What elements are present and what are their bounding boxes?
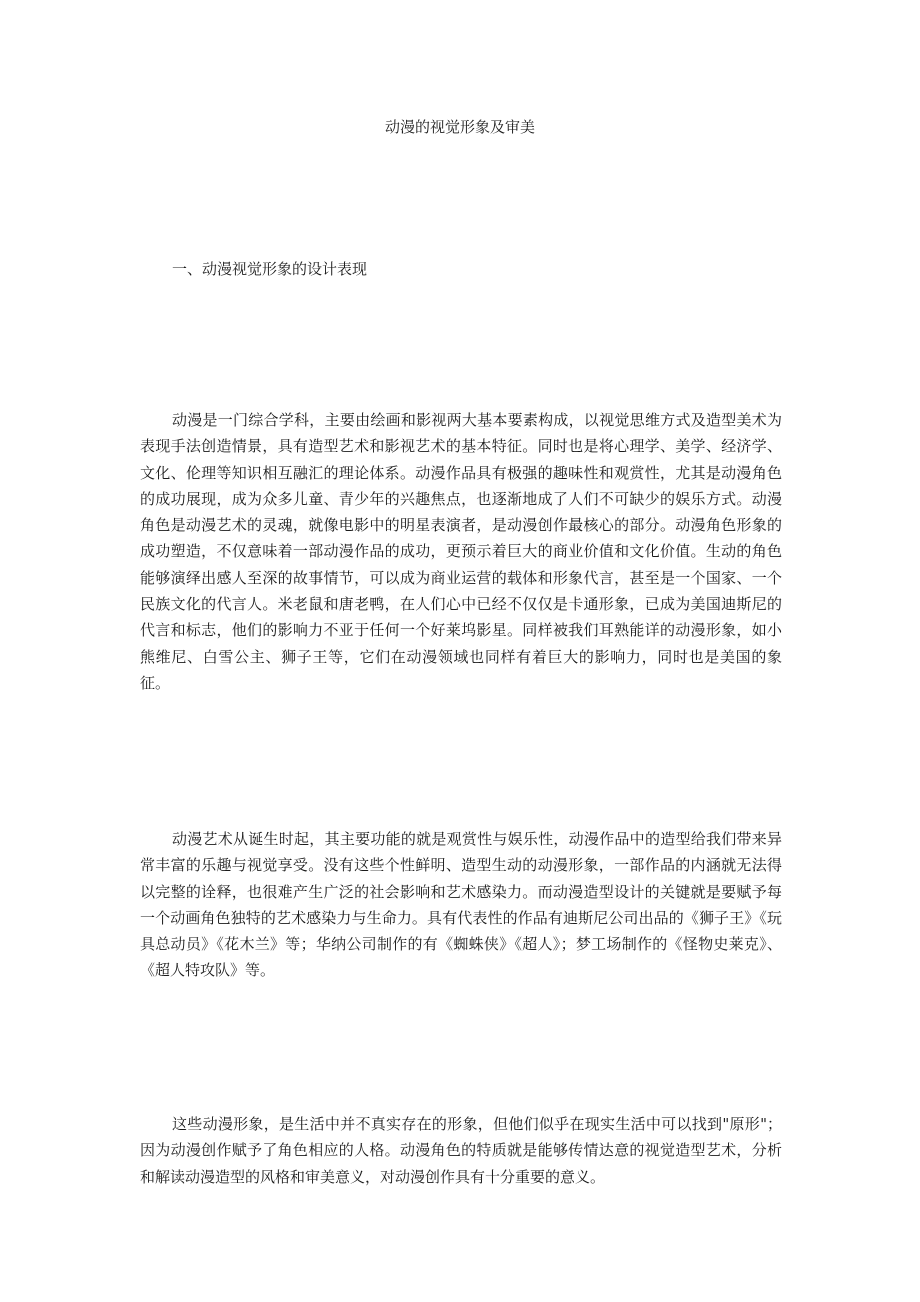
paragraph: 动漫是一门综合学科，主要由绘画和影视两大基本要素构成，以视觉思维方式及造型美术为表现手法创造情景，具有造型艺术和影视艺术的基本特征。同时也是将心理学、美学、经济学、文化、伦理等知识相互融汇的理论体系。动漫作品具有极强的趣味性和观赏性，尤其是动漫角色的成功展现，成为众多儿童、青少年的兴趣焦点，也逐渐地成了人们不可缺少的娱乐方式。动漫角色是动漫艺术的灵魂，就像电影中的明星表演者，是动漫创作最核心的部分。动漫角色形象的成功塑造，不仅意味着一部动漫作品的成功，更预示着巨大的商业价值和文化价值。生动的角色能够演绎出感人至深的故事情节，可以成为商业运营的载体和形象代言，甚至是一个国家、一个民族文化的代言人。米老鼠和唐老鸭，在人们心中已经不仅仅是卡通形象，已成为美国迪斯尼的代言和标志，他们的影响力不亚于任何一个好莱坞影星。同样被我们耳熟能详的动漫形象，如小熊维尼、白雪公主、狮子王等，它们在动漫领域也同样有着巨大的影响力，同时也是美国的象征。 xyxy=(140,411,782,692)
paragraph: 动漫艺术从诞生时起，其主要功能的就是观赏性与娱乐性，动漫作品中的造型给我们带来异常丰富的乐趣与视觉享受。没有这些个性鲜明、造型生动的动漫形象，一部作品的内涵就无法得以完整的诠释，也很难产生广泛的社会影响和艺术感染力。而动漫造型设计的关键就是要赋予每一个动画角色独特的艺术感染力与生命力。具有代表性的作品有迪斯尼公司出品的《狮子王》《玩具总动员》《花木兰》等；华纳公司制作的有《蜘蛛侠》《超人》；梦工场制作的《怪物史莱克》、《超人特攻队》等。 xyxy=(140,830,782,980)
section-heading: 一、动漫视觉形象的设计表现 xyxy=(172,260,368,278)
document-title: 动漫的视觉形象及审美 xyxy=(384,118,535,136)
paragraph: 这些动漫形象，是生活中并不真实存在的形象，但他们似乎在现实生活中可以找到"原形"；因为动漫创作赋予了角色相应的人格。动漫角色的特质就是能够传情达意的视觉造型艺术，分析和解读动漫造型的风格和审美意义，对动漫创作具有十分重要的意义。 xyxy=(140,1115,782,1186)
